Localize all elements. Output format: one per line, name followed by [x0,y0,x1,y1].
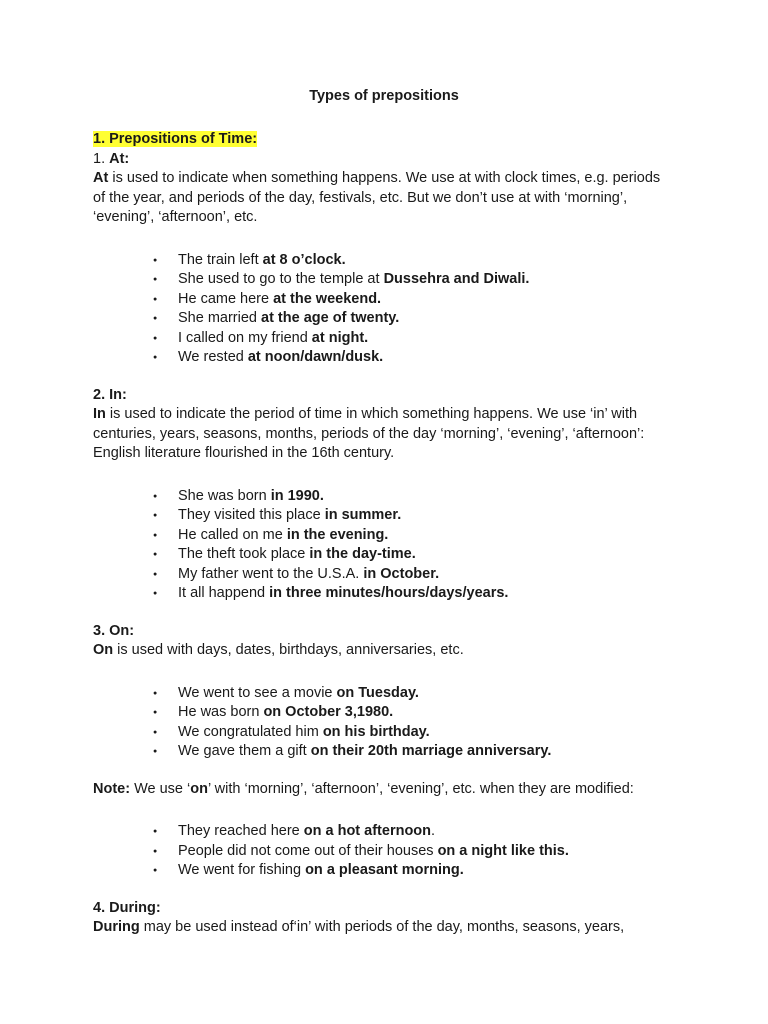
list-item-emphasis: at the weekend. [273,290,382,307]
list-item-emphasis: on his birthday. [322,723,430,740]
term: During [93,919,140,935]
list-item-text: She was born [178,487,271,504]
paragraph-at [93,169,673,228]
list-item-text: We congratulated him [178,723,323,740]
list-item-text: My father went to the U.S.A. [178,565,364,582]
list-item [93,822,673,842]
list-item [93,703,673,723]
list-item-text: They reached here [178,823,304,839]
paragraph-during [93,918,673,938]
list-item-text: She married [178,310,262,326]
paragraph-text: is used to indicate when something happens. We use at with clock times, e.g. periods of the year, and periods of the day, festivals, etc. But we don’t use at with ‘morning’, ‘evening’, ‘afternoon’, etc. [93,170,661,225]
list-item-emphasis: at noon/dawn/dusk. [247,349,384,365]
list-item-text: She used to go to the temple at [178,271,384,287]
list-item [93,584,673,604]
list-item [93,526,673,546]
list-item-text: We gave them a gift [178,743,311,759]
paragraph-note [93,780,673,800]
list-item-emphasis: on their 20th marriage anniversary. [310,743,552,759]
list-item [93,506,673,526]
list-item-text: We went for fishing [178,862,306,878]
list-item-emphasis: in October. [363,565,440,582]
list-item [93,545,673,565]
list-note [93,822,673,881]
list-item [93,348,673,368]
list-item [93,251,673,271]
list-item-text: He called on me [178,526,287,543]
list-in [93,487,673,604]
list-item-text: The theft took place [178,546,310,562]
list-item-emphasis: in three minutes/hours/days/years. [269,585,509,601]
list-item-emphasis: in 1990. [270,487,324,504]
paragraph-text: is used with days, dates, birthdays, anniversaries, etc. [113,642,464,658]
list-item-emphasis: on a pleasant morning. [305,862,464,878]
note-text: We use ‘ [130,780,191,797]
list-item-emphasis: on October 3,1980. [263,704,394,720]
subheading-on [93,622,673,642]
list-item-emphasis: on Tuesday. [336,684,419,701]
highlighted-heading: 1. Prepositions of Time: [93,131,258,147]
subheading-number: 1. [93,150,106,167]
list-item-text: He was born [178,704,264,720]
list-item-emphasis: on a night like this. [437,842,569,859]
list-item [93,309,673,329]
list-item-text: He came here [178,290,274,307]
list-item-text: We went to see a movie [178,684,337,701]
list-item [93,565,673,585]
list-item-text: I called on my friend [178,329,312,346]
list-item-emphasis: at the age of twenty. [261,310,400,326]
list-item-emphasis: at night. [311,329,369,346]
note-term: on [190,780,208,797]
list-item [93,742,673,762]
subheading-during [93,899,673,919]
subheading-label: At: [109,150,130,167]
paragraph-on [93,641,673,661]
list-item [93,842,673,862]
list-item [93,487,673,507]
list-item-text: They visited this place [178,507,325,523]
paragraph-text: is used to indicate the period of time in which something happens. We use ‘in’ with centuries, years, seasons, months, periods of the day ‘morning’, ‘evening’, ‘afternoon’: English literature flourished in the 16th century. [93,406,645,461]
list-on [93,684,673,762]
list-item [93,723,673,743]
term: In [93,406,106,422]
document-body [93,130,673,938]
list-item-text: The train left [178,251,263,268]
subheading-label: 2. In: [93,386,127,403]
section-heading-time [93,130,673,150]
list-item [93,329,673,349]
term: At [93,170,109,186]
list-item-emphasis: at 8 o’clock. [262,251,346,268]
subheading-in [93,386,673,406]
list-item-text: People did not come out of their houses [178,842,438,859]
list-item-emphasis: in the day-time. [309,546,416,562]
paragraph-text: may be used instead of‘in’ with periods of the day, months, seasons, years, [139,919,625,935]
list-item-emphasis: in summer. [324,507,402,523]
list-at [93,251,673,368]
paragraph-in [93,405,673,464]
list-item-text: We rested [178,349,248,365]
list-item-emphasis: in the evening. [286,526,389,543]
list-item-emphasis: on a hot afternoon [303,823,432,839]
list-item-emphasis: Dussehra and Diwali. [383,271,530,287]
list-item [93,861,673,881]
list-item [93,684,673,704]
note-text: ’ with ‘morning’, ‘afternoon’, ‘evening’, etc. when they are modified: [207,780,634,797]
note-label: Note: [93,780,131,797]
page-title: Types of prepositions [309,88,459,104]
list-item-text: It all happend [178,585,270,601]
subheading-at [93,150,673,170]
term: On [93,642,114,658]
subheading-label: 4. During: [93,899,161,916]
list-item-text: . [431,823,436,839]
subheading-label: 3. On: [93,622,135,639]
list-item [93,270,673,290]
list-item [93,290,673,310]
